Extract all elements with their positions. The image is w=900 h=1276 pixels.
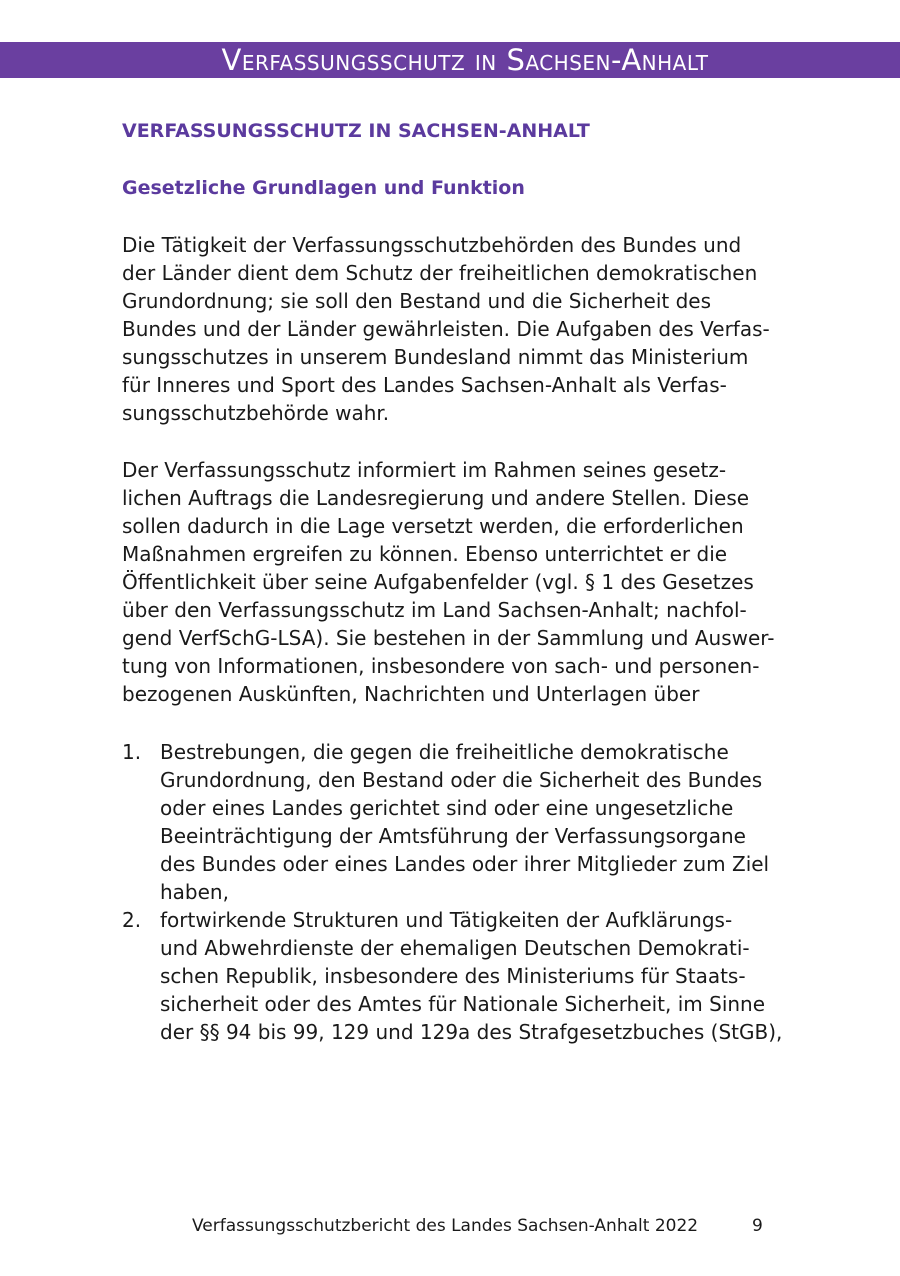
text-line: sicherheit oder des Amtes für Nationale Sicherheit, im Sinne	[160, 992, 766, 1016]
text-line: schen Republik, insbesondere des Ministeriums für Staats-	[160, 964, 746, 988]
footer-title: Verfassungsschutzbericht des Landes Sachsen-Anhalt 2022	[192, 1216, 699, 1236]
text-line: lichen Auftrags die Landesregierung und andere Stellen. Diese	[122, 486, 750, 510]
text-line: fortwirkende Strukturen und Tätigkeiten der Aufklärungs-	[160, 908, 733, 932]
text-line: sungsschutzes in unserem Bundesland nimmt das Ministerium	[122, 345, 749, 369]
text-line: Grundordnung, den Bestand oder die Sicherheit des Bundes	[160, 768, 763, 792]
text-line: Bundes und der Länder gewährleisten. Die Aufgaben des Verfas-	[122, 317, 770, 341]
text-line: Maßnahmen ergreifen zu können. Ebenso unterrichtet er die	[122, 542, 728, 566]
list-number: 2.	[122, 908, 142, 932]
text-line: über den Verfassungsschutz im Land Sachsen-Anhalt; nachfol-	[122, 598, 747, 622]
text-line: Grundordnung; sie soll den Bestand und die Sicherheit des	[122, 289, 712, 313]
list-number: 1.	[122, 740, 142, 764]
text-line: Der Verfassungsschutz informiert im Rahmen seines gesetz-	[122, 458, 727, 482]
text-line: der §§ 94 bis 99, 129 und 129a des Strafgesetzbuches (StGB),	[160, 1020, 783, 1044]
text-line: Die Tätigkeit der Verfassungsschutzbehörden des Bundes und	[122, 233, 742, 257]
text-line: und Abwehrdienste der ehemaligen Deutschen Demokrati-	[160, 936, 750, 960]
text-line: für Inneres und Sport des Landes Sachsen-Anhalt als Verfas-	[122, 373, 727, 397]
text-line: Bestrebungen, die gegen die freiheitliche demokratische	[160, 740, 729, 764]
section-subtitle: Gesetzliche Grundlagen und Funktion	[122, 177, 525, 199]
page-number: 9	[752, 1216, 763, 1236]
text-line: tung von Informationen, insbesondere von sach- und personen-	[122, 654, 760, 678]
text-line: Beeinträchtigung der Amtsführung der Verfassungsorgane	[160, 824, 746, 848]
text-line: haben,	[160, 880, 229, 904]
text-line: gend VerfSchG-LSA). Sie bestehen in der Sammlung und Auswer-	[122, 626, 775, 650]
text-line: der Länder dient dem Schutz der freiheitlichen demokratischen	[122, 261, 758, 285]
text-line: des Bundes oder eines Landes oder ihrer Mitglieder zum Ziel	[160, 852, 770, 876]
page-title: VERFASSUNGSSCHUTZ IN SACHSEN-ANHALT	[122, 120, 590, 142]
text-line: oder eines Landes gerichtet sind oder eine ungesetzliche	[160, 796, 734, 820]
text-line: sungsschutzbehörde wahr.	[122, 401, 390, 425]
section-banner: Verfassungsschutz in Sachsen-Anhalt	[0, 42, 900, 78]
text-line: Öffentlichkeit über seine Aufgabenfelder (vgl. § 1 des Gesetzes	[122, 570, 754, 594]
text-line: sollen dadurch in die Lage versetzt werden, die erforderlichen	[122, 514, 744, 538]
text-line: bezogenen Auskünften, Nachrichten und Unterlagen über	[122, 682, 700, 706]
